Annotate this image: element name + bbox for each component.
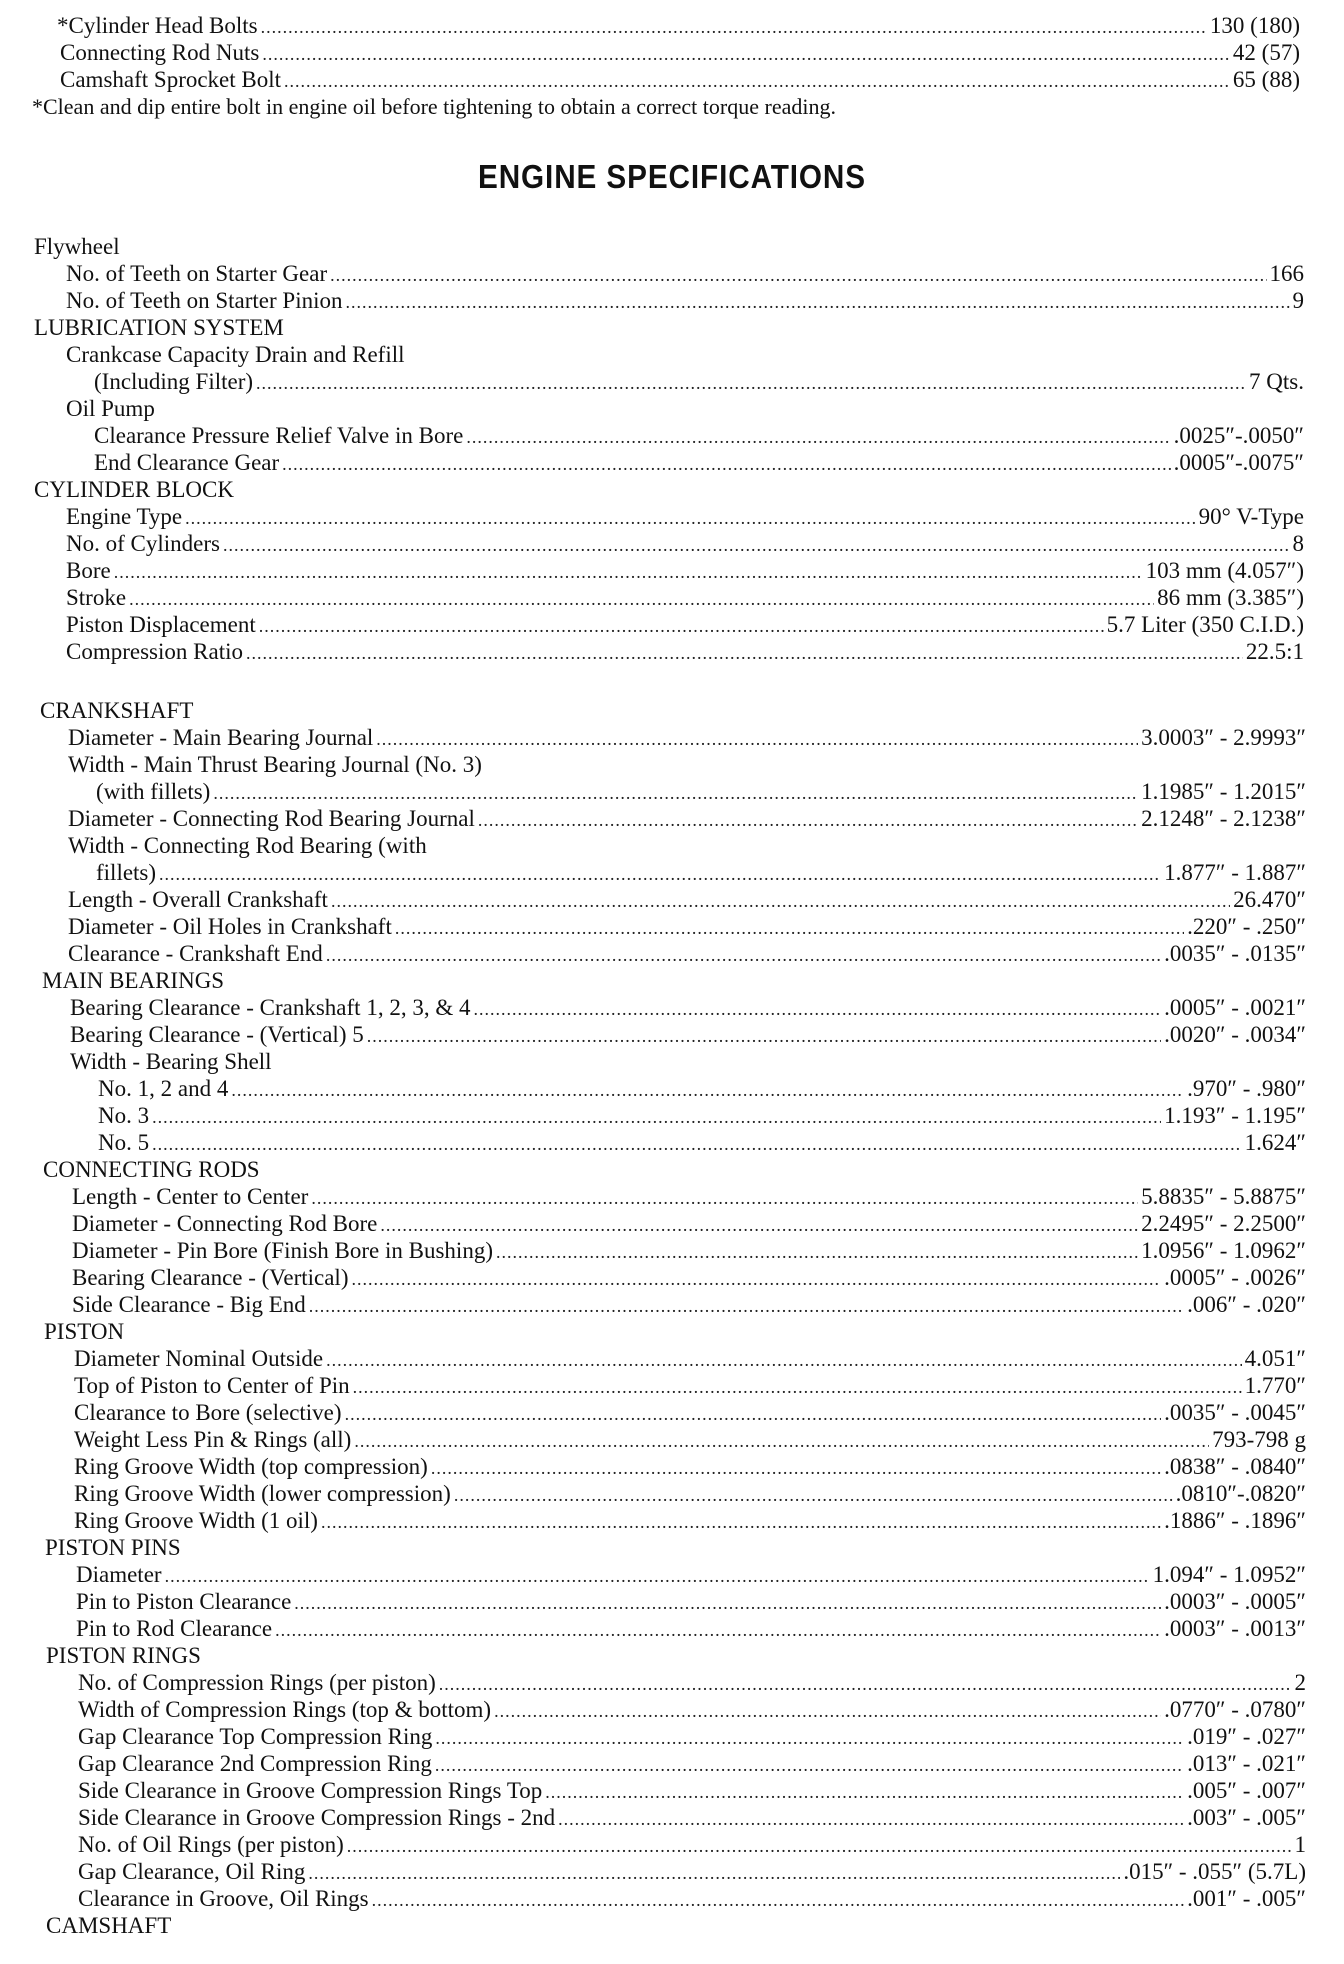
spec-value: 103 mm (4.057″) — [1145, 558, 1304, 583]
spec-value: 1.1985″ - 1.2015″ — [1141, 779, 1306, 804]
spec-row — [68, 724, 1306, 751]
spec-value: 3.0003″ - 2.9993″ — [1141, 725, 1306, 750]
spec-value: 90° V-Type — [1198, 504, 1304, 529]
section-heading-connecting-rods: CONNECTING RODS — [43, 1157, 260, 1182]
spec-label: Diameter - Connecting Rod Bore — [72, 1211, 378, 1236]
spec-value: 1.770″ — [1244, 1373, 1306, 1398]
spec-row — [70, 994, 1306, 1021]
spec-label: No. 3 — [98, 1103, 150, 1128]
section-heading-camshaft: CAMSHAFT — [46, 1913, 172, 1938]
torque-note: *Clean and dip entire bolt in engine oil before tightening to obtain a correct torque reading. — [32, 94, 836, 119]
spec-label: Diameter - Pin Bore (Finish Bore in Bushing) — [72, 1238, 493, 1263]
spec-row — [66, 638, 1304, 665]
spec-label: End Clearance Gear — [94, 450, 280, 475]
spec-label: Side Clearance in Groove Compression Rings Top — [78, 1778, 543, 1803]
spec-label: No. 1, 2 and 4 — [98, 1076, 229, 1101]
spec-value: 65 (88) — [1232, 67, 1300, 92]
spec-label: Pin to Rod Clearance — [76, 1616, 273, 1641]
leader-dots — [454, 1482, 1173, 1509]
spec-label: Top of Piston to Center of Pin — [74, 1373, 350, 1398]
spec-row — [76, 1615, 1306, 1642]
spec-row — [60, 39, 1300, 66]
leader-dots — [431, 1455, 1161, 1482]
spec-row — [66, 584, 1304, 611]
leader-dots — [367, 1023, 1161, 1050]
leader-dots — [294, 1590, 1161, 1617]
spec-value: 4.051″ — [1244, 1346, 1306, 1371]
spec-value: .220″ - .250″ — [1187, 914, 1306, 939]
spec-row — [60, 66, 1300, 93]
leader-dots — [345, 1401, 1162, 1428]
leader-dots — [152, 1131, 1242, 1158]
spec-value: .0005″ - .0026″ — [1164, 1265, 1306, 1290]
leader-dots — [259, 613, 1104, 640]
spec-row — [74, 1399, 1306, 1426]
leader-dots — [129, 586, 1154, 613]
spec-label: Diameter — [76, 1562, 162, 1587]
spec-value: 1.094″ - 1.0952″ — [1152, 1562, 1306, 1587]
spec-row — [98, 1075, 1306, 1102]
leader-dots — [435, 1752, 1184, 1779]
spec-value: 8 — [1292, 531, 1304, 556]
spec-value: 166 — [1269, 261, 1304, 286]
spec-row — [78, 1831, 1306, 1858]
spec-value: .019″ - .027″ — [1187, 1724, 1306, 1749]
spec-row — [66, 503, 1304, 530]
spec-value: .0770″ - .0780″ — [1164, 1697, 1306, 1722]
spec-label: Weight Less Pin & Rings (all) — [74, 1427, 352, 1452]
spec-value: 5.7 Liter (350 C.I.D.) — [1106, 612, 1304, 637]
leader-dots — [185, 505, 1196, 532]
leader-dots — [326, 1347, 1242, 1374]
leader-dots — [395, 915, 1184, 942]
leader-dots — [311, 1185, 1138, 1212]
spec-label: Diameter - Oil Holes in Crankshaft — [68, 914, 392, 939]
spec-label: (Including Filter) — [94, 369, 254, 394]
spec-label: Engine Type — [66, 504, 183, 529]
leader-dots — [261, 14, 1207, 41]
spec-value: 2.1248″ - 2.1238″ — [1141, 806, 1306, 831]
spec-label: (with fillets) — [96, 779, 211, 804]
section-group-1 — [0, 233, 1304, 665]
spec-label: fillets) — [96, 860, 157, 885]
leader-dots — [345, 289, 1289, 316]
subheading-rod-bearing-width: Width - Connecting Rod Bearing (with — [68, 833, 427, 858]
spec-row — [74, 1372, 1306, 1399]
spec-row — [57, 12, 1300, 39]
section-heading-lubrication: LUBRICATION SYSTEM — [34, 315, 284, 340]
spec-value: .0025″-.0050″ — [1173, 423, 1304, 448]
section-heading-piston-rings: PISTON RINGS — [46, 1643, 201, 1668]
spec-value: 1.193″ - 1.195″ — [1164, 1103, 1306, 1128]
spec-row — [72, 1237, 1306, 1264]
spec-label: No. of Oil Rings (per piston) — [78, 1832, 344, 1857]
spec-label: Piston Displacement — [66, 612, 256, 637]
spec-row — [66, 260, 1304, 287]
leader-dots — [380, 1212, 1138, 1239]
subheading-thrust-journal: Width - Main Thrust Bearing Journal (No. 3) — [68, 752, 482, 777]
spec-row — [94, 368, 1304, 395]
spec-label: Diameter - Main Bearing Journal — [68, 725, 374, 750]
leader-dots — [347, 1833, 1292, 1860]
spec-row — [68, 940, 1306, 967]
spec-value: 22.5:1 — [1245, 639, 1304, 664]
spec-row — [68, 886, 1306, 913]
spec-row — [72, 1291, 1306, 1318]
spec-value: .001″ - .005″ — [1187, 1886, 1306, 1911]
spec-row — [76, 1561, 1306, 1588]
spec-value: 2.2495″ - 2.2500″ — [1141, 1211, 1306, 1236]
spec-row — [74, 1480, 1306, 1507]
spec-row — [78, 1669, 1306, 1696]
spec-value: 1.624″ — [1244, 1130, 1306, 1155]
leader-dots — [256, 370, 1246, 397]
spec-label: Side Clearance - Big End — [72, 1292, 306, 1317]
spec-value: 2 — [1294, 1670, 1306, 1695]
spec-row — [94, 449, 1304, 476]
section-heading-flywheel: Flywheel — [34, 234, 120, 259]
spec-row — [66, 287, 1304, 314]
leader-dots — [331, 888, 1230, 915]
spec-value: .0003″ - .0013″ — [1164, 1616, 1306, 1641]
spec-row — [78, 1858, 1306, 1885]
spec-value: 5.8835″ - 5.8875″ — [1141, 1184, 1306, 1209]
spec-row — [78, 1804, 1306, 1831]
spec-value: 1.0956″ - 1.0962″ — [1141, 1238, 1306, 1263]
leader-dots — [159, 861, 1161, 888]
spec-row — [74, 1426, 1306, 1453]
spec-value: 26.470″ — [1233, 887, 1306, 912]
section-heading-piston: PISTON — [44, 1319, 125, 1344]
spec-label: Gap Clearance Top Compression Ring — [78, 1724, 433, 1749]
spec-value: 793-798 g — [1212, 1427, 1306, 1452]
leader-dots — [326, 942, 1161, 969]
torque-section — [0, 12, 1300, 93]
spec-value: .0020″ - .0034″ — [1164, 1022, 1306, 1047]
spec-row — [78, 1696, 1306, 1723]
leader-dots — [165, 1563, 1150, 1590]
leader-dots — [284, 68, 1230, 95]
leader-dots — [246, 640, 1243, 667]
section-heading-main-bearings: MAIN BEARINGS — [42, 968, 225, 993]
spec-row — [78, 1777, 1306, 1804]
spec-label: Bearing Clearance - Crankshaft 1, 2, 3, & 4 — [70, 995, 471, 1020]
spec-row — [98, 1102, 1306, 1129]
leader-dots — [435, 1725, 1184, 1752]
spec-row — [96, 859, 1306, 886]
spec-row — [72, 1264, 1306, 1291]
spec-row — [72, 1210, 1306, 1237]
spec-row — [74, 1507, 1306, 1534]
spec-value: .013″ - .021″ — [1187, 1751, 1306, 1776]
leader-dots — [353, 1374, 1242, 1401]
leader-dots — [275, 1617, 1161, 1644]
spec-row — [66, 557, 1304, 584]
spec-value: .006″ - .020″ — [1187, 1292, 1306, 1317]
spec-label: No. of Compression Rings (per piston) — [78, 1670, 436, 1695]
spec-value: .0035″ - .0135″ — [1164, 941, 1306, 966]
leader-dots — [213, 780, 1138, 807]
spec-label: Bore — [66, 558, 111, 583]
spec-value: .0005″-.0075″ — [1173, 450, 1304, 475]
spec-label: Bearing Clearance - (Vertical) — [72, 1265, 349, 1290]
spec-row — [68, 913, 1306, 940]
spec-row — [78, 1885, 1306, 1912]
leader-dots — [473, 996, 1161, 1023]
leader-dots — [466, 424, 1170, 451]
subheading-bearing-shell: Width - Bearing Shell — [70, 1049, 272, 1074]
section-heading-cylinder-block: CYLINDER BLOCK — [34, 477, 234, 502]
spec-value: 1 — [1294, 1832, 1306, 1857]
spec-value: 7 Qts. — [1249, 369, 1304, 394]
leader-dots — [351, 1266, 1161, 1293]
spec-row — [78, 1750, 1306, 1777]
spec-value: .005″ - .007″ — [1187, 1778, 1306, 1803]
spec-value: 1.877″ - 1.887″ — [1164, 860, 1306, 885]
leader-dots — [308, 1860, 1120, 1887]
spec-value: 9 — [1292, 288, 1304, 313]
spec-row — [72, 1183, 1306, 1210]
spec-label: Bearing Clearance - (Vertical) 5 — [70, 1022, 364, 1047]
spec-value: 42 (57) — [1232, 40, 1300, 65]
spec-label: Length - Overall Crankshaft — [68, 887, 328, 912]
leader-dots — [545, 1779, 1184, 1806]
leader-dots — [494, 1698, 1161, 1725]
spec-value: .003″ - .005″ — [1187, 1805, 1306, 1830]
subheading-crankcase-capacity: Crankcase Capacity Drain and Refill — [66, 342, 405, 367]
spec-label: No. of Cylinders — [66, 531, 220, 556]
leader-dots — [282, 451, 1171, 478]
section-group-2 — [0, 697, 1306, 1939]
spec-row — [78, 1723, 1306, 1750]
leader-dots — [354, 1428, 1209, 1455]
spec-label: Ring Groove Width (top compression) — [74, 1454, 428, 1479]
spec-label: Diameter - Connecting Rod Bearing Journal — [68, 806, 475, 831]
spec-label: Side Clearance in Groove Compression Rings - 2nd — [78, 1805, 556, 1830]
spec-label: Connecting Rod Nuts — [60, 40, 260, 65]
leader-dots — [231, 1077, 1184, 1104]
leader-dots — [330, 262, 1266, 289]
spec-label: Clearance in Groove, Oil Rings — [78, 1886, 369, 1911]
spec-label: Stroke — [66, 585, 127, 610]
spec-label: Gap Clearance 2nd Compression Ring — [78, 1751, 432, 1776]
spec-label: *Cylinder Head Bolts — [57, 13, 258, 38]
spec-value: .0003″ - .0005″ — [1164, 1589, 1306, 1614]
spec-row — [66, 611, 1304, 638]
leader-dots — [558, 1806, 1184, 1833]
spec-row — [76, 1588, 1306, 1615]
spec-label: Length - Center to Center — [72, 1184, 309, 1209]
spec-row — [98, 1129, 1306, 1156]
spec-label: Clearance Pressure Relief Valve in Bore — [94, 423, 464, 448]
leader-dots — [496, 1239, 1138, 1266]
leader-dots — [321, 1509, 1161, 1536]
spec-label: No. of Teeth on Starter Gear — [66, 261, 328, 286]
spec-label: Clearance to Bore (selective) — [74, 1400, 342, 1425]
spec-label: No. of Teeth on Starter Pinion — [66, 288, 343, 313]
spec-row — [68, 805, 1306, 832]
page-title: ENGINE SPECIFICATIONS — [477, 158, 866, 195]
spec-label: Gap Clearance, Oil Ring — [78, 1859, 306, 1884]
leader-dots — [376, 726, 1138, 753]
leader-dots — [114, 559, 1143, 586]
spec-label: Camshaft Sprocket Bolt — [60, 67, 282, 92]
spec-row — [66, 530, 1304, 557]
spec-row — [74, 1453, 1306, 1480]
spec-value: .0035″ - .0045″ — [1164, 1400, 1306, 1425]
leader-dots — [262, 41, 1230, 68]
spec-label: Pin to Piston Clearance — [76, 1589, 292, 1614]
spec-value: .970″ - .980″ — [1187, 1076, 1306, 1101]
spec-label: Clearance - Crankshaft End — [68, 941, 323, 966]
spec-label: Ring Groove Width (1 oil) — [74, 1508, 318, 1533]
spec-value: .0005″ - .0021″ — [1164, 995, 1306, 1020]
leader-dots — [372, 1887, 1185, 1914]
leader-dots — [439, 1671, 1292, 1698]
spec-label: No. 5 — [98, 1130, 150, 1155]
section-heading-piston-pins: PISTON PINS — [45, 1535, 181, 1560]
spec-value: .0810″-.0820″ — [1175, 1481, 1306, 1506]
spec-label: Diameter Nominal Outside — [74, 1346, 324, 1371]
spec-row — [96, 778, 1306, 805]
spec-value: .1886″ - .1896″ — [1164, 1508, 1306, 1533]
subheading-oil-pump: Oil Pump — [66, 396, 155, 421]
spec-row — [74, 1345, 1306, 1372]
spec-label: Compression Ratio — [66, 639, 243, 664]
leader-dots — [309, 1293, 1184, 1320]
spec-row — [70, 1021, 1306, 1048]
spec-value: .015″ - .055″ (5.7L) — [1123, 1859, 1306, 1884]
spec-value: .0838″ - .0840″ — [1164, 1454, 1306, 1479]
section-heading-crankshaft: CRANKSHAFT — [40, 698, 194, 723]
spec-row — [94, 422, 1304, 449]
spec-label: Ring Groove Width (lower compression) — [74, 1481, 451, 1506]
spec-value: 86 mm (3.385″) — [1157, 585, 1304, 610]
spec-label: Width of Compression Rings (top & bottom) — [78, 1697, 492, 1722]
leader-dots — [152, 1104, 1161, 1131]
leader-dots — [478, 807, 1138, 834]
spec-value: 130 (180) — [1209, 13, 1300, 38]
leader-dots — [223, 532, 1290, 559]
